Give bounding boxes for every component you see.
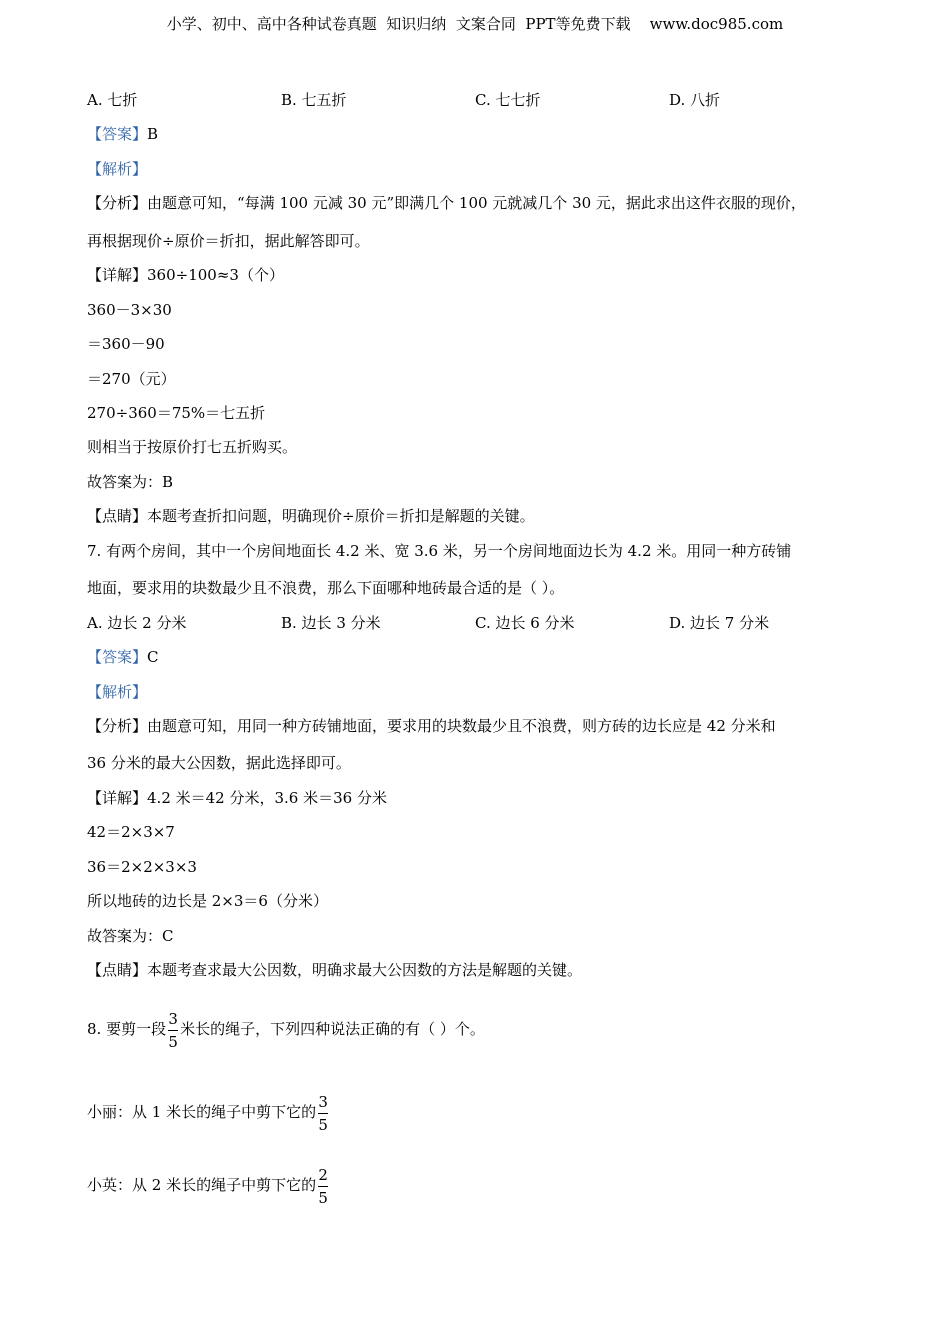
q6-step: 故答案为：B [87, 473, 174, 491]
q7-step: 所以地砖的边长是 2×3＝6（分米） [87, 892, 328, 910]
q6-step: 360－3×30 [87, 301, 172, 319]
q6-step: ＝270（元） [87, 370, 176, 388]
q7-option-a: A. 边长 2 分米 [87, 614, 187, 632]
q6-step: 则相当于按原价打七五折购买。 [87, 438, 298, 456]
q6-answer: B [147, 125, 159, 143]
q6-step: ＝360－90 [87, 335, 165, 353]
q8-xiaoying-statement [87, 1158, 330, 1212]
q7-fenxi-line2: 36 分米的最大公因数，据此选择即可。 [87, 754, 351, 772]
q6-fenxi-line1 [87, 193, 806, 213]
answer-tag: 【答案】 [87, 648, 148, 666]
q6-option-d: D. 八折 [669, 91, 721, 109]
q6-analysis-tag: 【解析】 [87, 160, 148, 178]
q8-stem-pre: 8. 要剪一段 [87, 1020, 167, 1038]
page-header: 小学、初中、高中各种试卷真题 知识归纳 文案合同 PPT等免费下载 www.doc985.com [166, 15, 784, 33]
q7-stem-line1: 7. 有两个房间，其中一个房间地面长 4.2 米、宽 3.6 米，另一个房间地面边长为 4.2 米。用同一种方砖铺 [87, 542, 792, 560]
dianjing-tag: 【点睛】 [87, 961, 148, 979]
q8-xiaoli-statement [87, 1085, 330, 1139]
q7-fenxi-line1 [87, 716, 776, 736]
q6-fenxi-text1: 由题意可知，“每满 100 元减 30 元”即满几个 100 元就减几个 30 元，据此求出这件衣服的现价， [147, 194, 806, 212]
dianjing-tag: 【点睛】 [87, 507, 148, 525]
q7-fenxi-text1: 由题意可知，用同一种方砖铺地面，要求用的块数最少且不浪费，则方砖的边长应是 42 分米和 [147, 717, 776, 735]
q6-xiangjie-text: 360÷100≈3（个） [147, 266, 284, 284]
q7-step: 36＝2×2×3×3 [87, 858, 197, 876]
q7-step: 故答案为：C [87, 927, 174, 945]
fraction-numerator: 2 [318, 1165, 328, 1184]
q6-option-b: B. 七五折 [281, 91, 347, 109]
fraction [168, 1011, 178, 1050]
fenxi-tag: 【分析】 [87, 194, 148, 212]
fraction [318, 1094, 328, 1133]
fraction-numerator: 3 [168, 1009, 178, 1028]
fraction-bar [318, 1186, 328, 1187]
q6-step: 270÷360＝75%＝七五折 [87, 404, 266, 422]
fraction [318, 1167, 328, 1206]
fraction-bar [168, 1030, 178, 1031]
xiaoli-text: 小丽：从 1 米长的绳子中剪下它的 [87, 1103, 317, 1121]
xiangjie-tag: 【详解】 [87, 789, 148, 807]
q7-analysis-tag: 【解析】 [87, 683, 148, 701]
fenxi-tag: 【分析】 [87, 717, 148, 735]
q7-xiangjie-line [87, 788, 387, 808]
q7-dianjing-text: 本题考查求最大公因数，明确求最大公因数的方法是解题的关键。 [147, 961, 583, 979]
fraction-denominator: 5 [168, 1032, 178, 1051]
q6-fenxi-line2: 再根据现价÷原价＝折扣，据此解答即可。 [87, 232, 370, 250]
q6-dianjing-text: 本题考查折扣问题，明确现价÷原价＝折扣是解题的关键。 [147, 507, 535, 525]
q8-stem [87, 1002, 485, 1056]
q7-option-d: D. 边长 7 分米 [669, 614, 770, 632]
xiaoying-text: 小英：从 2 米长的绳子中剪下它的 [87, 1176, 317, 1194]
fraction-denominator: 5 [318, 1115, 328, 1134]
q7-dianjing-line [87, 960, 582, 980]
q7-option-c: C. 边长 6 分米 [475, 614, 575, 632]
fraction-bar [318, 1113, 328, 1114]
q6-xiangjie-line [87, 265, 284, 285]
q7-step: 42＝2×3×7 [87, 823, 175, 841]
q6-option-c: C. 七七折 [475, 91, 541, 109]
q7-stem-line2: 地面，要求用的块数最少且不浪费，那么下面哪种地砖最合适的是（ ）。 [87, 579, 565, 597]
answer-tag: 【答案】 [87, 125, 148, 143]
fraction-denominator: 5 [318, 1188, 328, 1207]
q8-stem-post: 米长的绳子，下列四种说法正确的有（ ）个。 [180, 1020, 485, 1038]
q7-option-b: B. 边长 3 分米 [281, 614, 381, 632]
q7-answer: C [147, 648, 159, 666]
q6-answer-line [87, 124, 158, 144]
q7-answer-line [87, 647, 159, 667]
fraction-numerator: 3 [318, 1092, 328, 1111]
q7-xiangjie-text: 4.2 米＝42 分米，3.6 米＝36 分米 [147, 789, 387, 807]
q6-dianjing-line [87, 506, 535, 526]
xiangjie-tag: 【详解】 [87, 266, 148, 284]
q6-option-a: A. 七折 [87, 91, 138, 109]
